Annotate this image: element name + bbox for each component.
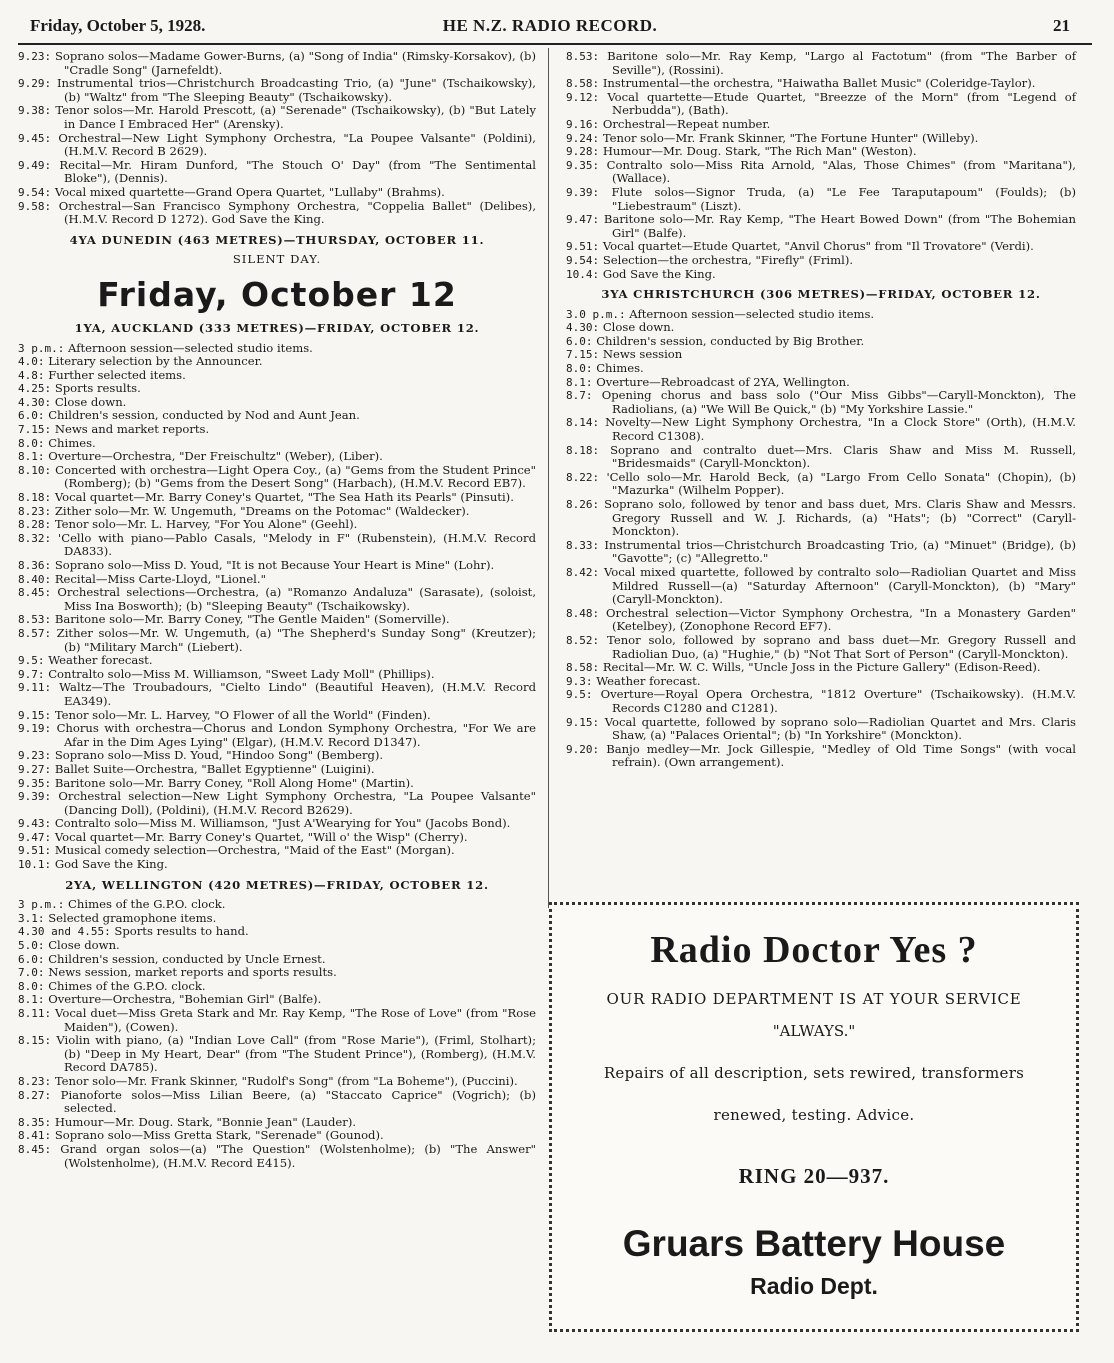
program-entry: [566, 661, 1076, 675]
program-entry: [566, 254, 1076, 268]
program-time: 8.1:: [18, 450, 45, 464]
program-entry: [18, 518, 536, 532]
program-time: 8.40:: [18, 572, 52, 586]
program-description: Tenor solo—Mr. Frank Skinner, "Rudolf's Song" (from "La Boheme"), (Puccini).: [54, 1073, 518, 1088]
program-entry: [18, 912, 536, 926]
program-description: Novelty—New Light Symphony Orchestra, "In a Clock Store" (Orth), (H.M.V. Record C1308).: [605, 415, 1076, 444]
program-description: Children's session, conducted by Nod and Aunt Jean.: [48, 408, 360, 423]
program-entry: [18, 654, 536, 668]
program-description: Pianoforte solos—Miss Lilian Beere, (a) "Staccato Caprice" (Vogrich); (b) selected.: [60, 1087, 537, 1116]
program-time: 10.4:: [566, 267, 600, 281]
program-entry: [18, 1007, 536, 1034]
program-entry: [566, 444, 1076, 471]
program-entry: [18, 627, 536, 654]
program-description: Chimes of the G.P.O. clock.: [68, 897, 226, 912]
program-description: Orchestral selection—Victor Symphony Orchestra, "In a Monastery Garden" (Ketelbey), (Zonophone Record EF7).: [605, 605, 1077, 634]
program-description: Close down.: [602, 320, 675, 335]
program-description: Vocal quartet—Mr. Barry Coney's Quartet, "Will o' the Wisp" (Cherry).: [54, 829, 468, 844]
program-description: Tenor solo—Mr. L. Harvey, "O Flower of all the World" (Finden).: [54, 707, 431, 722]
program-time: 8.32:: [18, 531, 52, 545]
program-time: 9.15:: [566, 715, 600, 729]
program-description: Opening chorus and bass solo ("Our Miss Gibbs"—Caryll-Monckton), The Radiolians, (a) "We Will Be Quick," (b) "My Yorkshire Lassie.": [601, 388, 1077, 416]
program-description: Ballet Suite—Orchestra, "Ballet Egyptienne" (Luigini).: [54, 761, 375, 776]
program-description: Sports results to hand.: [114, 924, 249, 939]
program-time: 8.42:: [566, 565, 600, 579]
program-entry: [18, 382, 536, 396]
program-time: 4.8:: [18, 368, 45, 382]
program-description: Literary selection by the Announcer.: [48, 354, 263, 369]
program-description: Orchestral selection—New Light Symphony Orchestra, "La Poupee Valsante" (Dancing Doll), (Poldini), (H.M.V. Record B2629).: [58, 789, 536, 817]
program-description: Orchestral—San Francisco Symphony Orchestra, "Coppelia Ballet" (Delibes), (H.M.V. Record D 1272). God Save the King.: [58, 198, 537, 227]
christchurch-program-list: [566, 308, 1076, 770]
ad-business-name: Gruars Battery House: [622, 1223, 1006, 1264]
program-time: 10.1:: [18, 858, 52, 872]
program-description: Sports results.: [54, 381, 141, 396]
program-entry: [566, 416, 1076, 443]
ad-department: Radio Dept.: [750, 1273, 878, 1299]
program-entry: [566, 268, 1076, 282]
wellington-heading: 2YA, WELLINGTON (420 METRES)—FRIDAY, OCTOBER 12.: [65, 877, 489, 892]
program-entry: [18, 1075, 536, 1089]
program-entry: [566, 159, 1076, 186]
program-entry: [18, 1089, 536, 1116]
header-page-number: 21: [1053, 16, 1070, 35]
program-time: 8.11:: [18, 1007, 52, 1020]
program-time: 9.35:: [18, 776, 52, 790]
program-entry: [566, 335, 1076, 349]
program-entry: [566, 50, 1076, 77]
program-entry: [18, 790, 536, 817]
silent-day: SILENT DAY.: [232, 252, 322, 267]
program-time: 8.1:: [18, 993, 45, 1007]
program-time: 9.7:: [18, 667, 45, 681]
program-time: 8.45:: [18, 586, 52, 600]
program-time: 9.47:: [566, 213, 600, 227]
program-entry: [566, 566, 1076, 607]
program-time: 9.27:: [18, 762, 52, 776]
program-time: 9.23:: [18, 749, 52, 763]
program-time: 8.7:: [566, 389, 593, 403]
program-time: 9.28:: [566, 145, 600, 159]
program-description: Recital—Miss Carte-Lloyd, "Lionel.": [54, 571, 266, 586]
program-time: 9.11:: [18, 681, 52, 695]
program-description: Children's session, conducted by Uncle Ernest.: [48, 951, 326, 966]
program-description: Chimes.: [48, 435, 96, 450]
program-time: 9.5:: [566, 688, 593, 702]
program-time: 8.0:: [18, 436, 45, 450]
program-entry: [18, 1034, 536, 1075]
program-description: Close down.: [48, 938, 120, 953]
program-entry: [18, 831, 536, 845]
program-entry: [566, 376, 1076, 390]
program-description: Soprano solos—Madame Gower-Burns, (a) "Song of India" (Rimsky-Korsakov), (b) "Cradle Song" (Jarnefeldt).: [54, 49, 537, 77]
program-description: Vocal quartette, followed by soprano solo—Radiolian Quartet and Mrs. Claris Shaw, (a) "Palaces Oriental"; (b) "In Yorkshire" (Monckton).: [604, 714, 1077, 743]
program-entry: [18, 186, 536, 200]
program-entry: [18, 817, 536, 831]
program-description: Humour—Mr. Doug. Stark, "The Rich Man" (Weston).: [602, 144, 917, 159]
program-time: 4.30 and 4.55:: [18, 925, 111, 939]
program-entry: [18, 953, 536, 967]
program-description: Contralto solo—Miss M. Williamson, "Sweet Lady Moll" (Phillips).: [48, 666, 435, 681]
program-time: 8.26:: [566, 498, 600, 511]
program-time: 8.45:: [18, 1142, 52, 1156]
program-entry: [18, 50, 536, 77]
program-time: 3 p.m.:: [18, 341, 65, 355]
dunedin-heading: 4YA DUNEDIN (463 METRES)—THURSDAY, OCTOBER 11.: [69, 232, 485, 247]
program-time: 8.28:: [18, 518, 52, 532]
program-entry: [18, 586, 536, 613]
program-description: Vocal mixed quartette, followed by contralto solo—Radiolian Quartet and Miss Mildred Russell—(a) "Saturday Afternoon" (Caryll-Monckton), (b) "Mary" (Caryll-Monckton).: [603, 564, 1076, 607]
program-time: 4.30:: [18, 395, 52, 409]
day-title: Friday, October 12: [97, 274, 457, 314]
christchurch-continued-list: [18, 50, 536, 227]
program-description: Further selected items.: [48, 367, 186, 382]
program-time: 4.25:: [18, 382, 52, 396]
program-time: 8.35:: [18, 1115, 52, 1129]
program-time: 8.0:: [18, 979, 45, 993]
program-time: 8.58:: [566, 661, 600, 675]
program-time: 7.15:: [566, 348, 600, 362]
program-time: 9.58:: [18, 199, 52, 213]
program-entry: [566, 132, 1076, 146]
ad-phone: RING 20—937.: [738, 1164, 890, 1188]
program-time: 9.49:: [18, 158, 52, 172]
program-time: 4.0:: [18, 355, 45, 369]
program-time: 8.23:: [18, 1074, 52, 1088]
program-description: Close down.: [54, 394, 127, 409]
program-time: 8.23:: [18, 504, 52, 518]
ad-title: Radio Doctor Yes ?: [650, 929, 978, 971]
program-entry: [18, 505, 536, 519]
program-time: 9.15:: [18, 708, 52, 722]
program-time: 8.18:: [566, 443, 600, 457]
header-date: Friday, October 5, 1928.: [30, 16, 206, 35]
christchurch-heading: 3YA CHRISTCHURCH (306 METRES)—FRIDAY, OCTOBER 12.: [601, 287, 1041, 302]
program-time: 9.5:: [18, 654, 45, 668]
program-description: Flute solos—Signor Truda, (a) "Le Fee Taraputapoum" (Foulds); (b) "Liebestraum" (Liszt).: [611, 184, 1076, 213]
program-description: News session: [602, 347, 683, 362]
program-time: 3 p.m.:: [18, 898, 65, 912]
program-entry: [18, 532, 536, 559]
program-description: Weather forecast.: [596, 673, 701, 688]
program-entry: [18, 437, 536, 451]
program-description: Vocal quartet—Mr. Barry Coney's Quartet, "The Sea Hath its Pearls" (Pinsuti).: [54, 490, 514, 505]
program-description: Selected gramophone items.: [48, 910, 217, 925]
program-description: Baritone solo—Mr. Barry Coney, "The Gentle Maiden" (Somerville).: [54, 612, 450, 627]
page-header: [30, 16, 1070, 38]
program-description: Humour—Mr. Doug. Stark, "Bonnie Jean" (Lauder).: [54, 1114, 357, 1129]
program-time: 6.0:: [566, 334, 593, 348]
program-description: Contralto solo—Miss M. Williamson, "Just A'Wearying for You" (Jacobs Bond).: [54, 816, 511, 831]
program-time: 7.15:: [18, 423, 52, 437]
program-description: Soprano solo—Miss D. Youd, "It is not Because Your Heart is Mine" (Lohr).: [54, 558, 495, 572]
program-entry: [18, 1143, 536, 1170]
program-time: 9.43:: [18, 817, 52, 831]
program-description: Baritone solo—Mr. Barry Coney, "Roll Along Home" (Martin).: [54, 775, 414, 790]
program-description: Overture—Orchestra, "Der Freischultz" (Weber), (Liber).: [48, 449, 383, 464]
program-description: God Save the King.: [54, 857, 168, 872]
program-time: 9.47:: [18, 830, 52, 844]
program-description: Chimes of the G.P.O. clock.: [48, 978, 206, 993]
program-entry: [18, 844, 536, 858]
program-time: 8.48:: [566, 606, 600, 620]
program-time: 9.38:: [18, 104, 52, 118]
program-time: 9.20:: [566, 742, 600, 756]
program-time: 9.51:: [566, 240, 600, 254]
program-description: Tenor solos—Mr. Harold Prescott, (a) "Serenade" (Tschaikowsky), (b) "But Lately in Dance I Embraced Her" (Arensky).: [55, 103, 536, 131]
program-entry: [18, 722, 536, 749]
program-entry: [566, 240, 1076, 254]
program-description: Contralto solo—Miss Rita Arnold, "Alas, Those Chimes" (from "Maritana"), (Wallace).: [606, 157, 1076, 186]
column-divider: [548, 48, 549, 908]
program-time: 5.0:: [18, 939, 45, 953]
program-entry: [18, 132, 536, 159]
program-entry: [18, 681, 536, 708]
program-entry: [566, 688, 1076, 715]
program-description: Musical comedy selection—Orchestra, "Maid of the East" (Morgan).: [54, 843, 455, 858]
program-time: 8.22:: [566, 470, 600, 484]
program-entry: [18, 777, 536, 791]
program-description: Baritone solo—Mr. Ray Kemp, "The Heart Bowed Down" (from "The Bohemian Girl" (Balfe).: [603, 212, 1077, 240]
ad-service-line: OUR RADIO DEPARTMENT IS AT YOUR SERVICE: [606, 990, 1022, 1008]
program-description: Grand organ solos—(a) "The Question" (Wolstenholme); (b) "The Answer" (Wolstenholme), (H.M.V. Record E415).: [60, 1141, 536, 1170]
program-time: 8.33:: [566, 538, 600, 552]
program-description: Vocal mixed quartette—Grand Opera Quartet, "Lullaby" (Brahms).: [54, 184, 445, 199]
program-time: 8.27:: [18, 1088, 52, 1102]
program-time: 6.0:: [18, 952, 45, 966]
program-time: 3.1:: [18, 911, 45, 925]
program-entry: [18, 104, 536, 131]
program-time: 7.0:: [18, 966, 45, 980]
program-entry: [566, 498, 1076, 539]
program-description: Afternoon session—selected studio items.: [68, 340, 313, 355]
program-time: 9.3:: [566, 674, 593, 688]
program-description: Baritone solo—Mr. Ray Kemp, "Largo al Factotum" (from "The Barber of Seville"), (Rossini).: [607, 49, 1076, 77]
program-entry: [18, 749, 536, 763]
program-time: 9.23:: [18, 50, 52, 63]
program-description: 'Cello solo—Mr. Harold Beck, (a) "Largo From Cello Sonata" (Chopin), (b) "Mazurka" (Wilhelm Popper).: [606, 469, 1076, 498]
program-description: Overture—Orchestra, "Bohemian Girl" (Balfe).: [48, 992, 322, 1007]
program-description: Soprano solo—Miss D. Youd, "Hindoo Song" (Bemberg).: [54, 748, 384, 763]
program-time: 8.53:: [566, 50, 600, 63]
program-entry: [18, 491, 536, 505]
program-description: Orchestral—New Light Symphony Orchestra, "La Poupee Valsante" (Poldini), (H.M.V. Record B 2629).: [58, 130, 536, 159]
program-description: Instrumental trios—Christchurch Broadcasting Trio, (a) "June" (Tschaikowsky), (b) "Waltz" from "The Sleeping Beauty" (Tschaikowsky).: [56, 76, 536, 104]
program-entry: [18, 464, 536, 491]
program-entry: [566, 539, 1076, 566]
program-time: 8.18:: [18, 491, 52, 505]
program-entry: [566, 321, 1076, 335]
program-time: 9.39:: [566, 185, 600, 199]
program-description: Vocal duet—Miss Greta Stark and Mr. Ray Kemp, "The Rose of Love" (from "Rose Maiden"), (Cowen).: [55, 1006, 537, 1034]
program-description: Zither solo—Mr. W. Ungemuth, "Dreams on the Potomac" (Waldecker).: [54, 503, 470, 518]
program-entry: [18, 613, 536, 627]
header-publication: HE N.Z. RADIO RECORD.: [442, 16, 658, 35]
program-description: Waltz—The Troubadours, "Cielto Lindo" (Beautiful Heaven), (H.M.V. Record EA349).: [59, 680, 536, 708]
program-entry: [18, 763, 536, 777]
program-description: 'Cello with piano—Pablo Casals, "Melody in F" (Rubenstein), (H.M.V. Record DA833).: [58, 530, 536, 559]
advertisement: [549, 902, 1079, 1332]
program-entry: [18, 369, 536, 383]
program-time: 9.39:: [18, 790, 52, 804]
program-entry: [566, 91, 1076, 118]
program-entry: [18, 450, 536, 464]
program-description: Vocal quartet—Etude Quartet, "Anvil Chorus" from "Il Trovatore" (Verdi).: [602, 239, 1034, 254]
program-description: Concerted with orchestra—Light Opera Coy., (a) "Gems from the Student Prince" (Romberg); (b) "Gems from the Desert Song" (Harbach), (H.M.V. Record EB7).: [55, 462, 537, 491]
program-description: Recital—Mr. Hiram Dunford, "The Stouch O' Day" (from "The Sentimental Bloke"), (Dennis).: [59, 157, 537, 186]
program-time: 9.54:: [18, 185, 52, 199]
program-entry: [566, 389, 1076, 416]
program-entry: [566, 77, 1076, 91]
program-description: Selection—the orchestra, "Firefly" (Friml).: [602, 252, 854, 267]
program-entry: [18, 980, 536, 994]
program-time: 9.35:: [566, 158, 600, 172]
program-entry: [566, 145, 1076, 159]
program-time: 9.16:: [566, 117, 600, 131]
program-time: 9.29:: [18, 77, 52, 91]
program-entry: [18, 396, 536, 410]
program-entry: [18, 559, 536, 573]
program-time: 9.54:: [566, 253, 600, 267]
program-description: Tenor solo—Mr. Frank Skinner, "The Fortune Hunter" (Willeby).: [602, 130, 979, 145]
auckland-heading: 1YA, AUCKLAND (333 METRES)—FRIDAY, OCTOBER 12.: [74, 320, 480, 335]
program-entry: [18, 1129, 536, 1143]
program-description: Overture—Royal Opera Orchestra, "1812 Overture" (Tschaikowsky). (H.M.V. Records C1280 and C1281).: [600, 687, 1076, 715]
program-time: 8.58:: [566, 77, 600, 91]
program-description: Soprano and contralto duet—Mrs. Claris Shaw and Miss M. Russell, "Bridesmaids" (Caryll-Monckton).: [610, 442, 1077, 471]
program-description: Orchestral selections—Orchestra, (a) "Romanzo Andaluza" (Sarasate), (soloist, Miss Ina Bosworth); (b) "Sleeping Beauty" (Tschaikowsky).: [57, 585, 537, 613]
program-time: 8.57:: [18, 626, 52, 640]
program-entry: [18, 159, 536, 186]
program-entry: [566, 118, 1076, 132]
program-time: 8.52:: [566, 633, 600, 647]
program-description: Weather forecast.: [48, 653, 153, 668]
program-time: 8.36:: [18, 559, 52, 572]
program-entry: [18, 993, 536, 1007]
program-description: News and market reports.: [54, 422, 210, 437]
program-time: 8.53:: [18, 613, 52, 627]
wellington-program-list: [18, 898, 536, 1170]
program-entry: [18, 573, 536, 587]
program-description: Soprano solo—Miss Gretta Stark, "Serenade" (Gounod).: [54, 1128, 384, 1143]
right-column: [566, 50, 1076, 770]
program-time: 9.45:: [18, 131, 52, 145]
program-entry: [566, 607, 1076, 634]
program-time: 8.15:: [18, 1034, 52, 1048]
program-time: 4.30:: [566, 321, 600, 335]
program-time: 8.41:: [18, 1129, 52, 1143]
program-time: 3.0 p.m.:: [566, 307, 626, 321]
program-entry: [18, 409, 536, 423]
program-entry: [566, 213, 1076, 240]
program-time: 8.1:: [566, 375, 593, 389]
program-entry: [566, 308, 1076, 322]
program-description: Instrumental—the orchestra, "Haiwatha Ballet Music" (Coleridge-Taylor).: [602, 76, 1036, 91]
program-description: Orchestral—Repeat number.: [602, 116, 771, 131]
program-description: Chorus with orchestra—Chorus and London Symphony Orchestra, "For We are Afar in the Dim Ages Lying" (Elgar), (H.M.V. Record D1347).: [56, 721, 536, 749]
program-description: News session, market reports and sports results.: [48, 965, 337, 980]
program-time: 9.24:: [566, 131, 600, 145]
auckland-program-list: [18, 342, 536, 872]
program-entry: [18, 966, 536, 980]
program-entry: [18, 77, 536, 104]
program-description: Banjo medley—Mr. Jock Gillespie, "Medley of Old Time Songs" (with vocal refrain). (Own arrangement).: [606, 741, 1077, 770]
program-description: Tenor solo—Mr. L. Harvey, "For You Alone" (Geehl).: [54, 517, 358, 532]
program-entry: [566, 348, 1076, 362]
program-entry: [566, 186, 1076, 213]
program-time: 9.12:: [566, 90, 600, 104]
wellington-continued-list: [566, 50, 1076, 281]
program-description: Violin with piano, (a) "Indian Love Call" (from "Rose Marie"), (Friml, Stolhart); (b) "Deep in My Heart, Dear" (from "The Student Prince"), (Romberg), (H.M.V. Record DA785).: [56, 1033, 536, 1075]
program-entry: [18, 858, 536, 872]
program-description: Recital—Mr. W. C. Wills, "Uncle Joss in the Picture Gallery" (Edison-Reed).: [602, 660, 1041, 675]
program-entry: [566, 675, 1076, 689]
program-time: 8.10:: [18, 463, 52, 477]
program-time: 9.51:: [18, 844, 52, 858]
program-description: Chimes.: [596, 361, 644, 376]
program-description: Afternoon session—selected studio items.: [629, 306, 875, 321]
ad-always: "ALWAYS.": [772, 1022, 856, 1040]
program-entry: [18, 355, 536, 369]
program-time: 9.19:: [18, 722, 52, 736]
program-entry: [18, 925, 536, 939]
program-entry: [18, 200, 536, 227]
program-entry: [566, 716, 1076, 743]
left-column: [18, 50, 536, 1170]
program-entry: [566, 471, 1076, 498]
program-entry: [18, 342, 536, 356]
program-time: 8.14:: [566, 416, 600, 430]
program-description: Instrumental trios—Christchurch Broadcasting Trio, (a) "Minuet" (Bridge), (b) "Gavotte"; (c) "Allegretto.": [604, 537, 1076, 566]
program-entry: [18, 939, 536, 953]
program-entry: [18, 898, 536, 912]
program-entry: [566, 362, 1076, 376]
program-time: 8.0:: [566, 362, 593, 376]
program-description: Zither solos—Mr. W. Ungemuth, (a) "The Shepherd's Sunday Song" (Kreutzer); (b) "Military March" (Liebert).: [56, 625, 537, 654]
program-entry: [18, 709, 536, 723]
program-description: Vocal quartette—Etude Quartet, "Breezze of the Morn" (from "Legend of Nerbudda"), (Bath).: [607, 89, 1077, 118]
program-entry: [566, 743, 1076, 770]
ad-repairs: Repairs of all description, sets rewired, transformers renewed, testing. Advice.: [603, 1064, 1025, 1124]
program-description: Children's session, conducted by Big Brother.: [596, 333, 865, 348]
program-description: God Save the King.: [602, 266, 716, 281]
program-entry: [18, 1116, 536, 1130]
program-description: Tenor solo, followed by soprano and bass duet—Mr. Gregory Russell and Radiolian Duo, (a) "Hughie," (b) "Not That Sort of Person" (Caryll-Monckton).: [607, 632, 1076, 661]
program-entry: [18, 423, 536, 437]
header-rule: [18, 43, 1092, 45]
program-description: Soprano solo, followed by tenor and bass duet, Mrs. Claris Shaw and Messrs. Gregory Russell and W. J. Richards, (a) "Hats"; (b) "Correct" (Caryll-Monckton).: [604, 497, 1076, 539]
program-entry: [18, 668, 536, 682]
program-time: 6.0:: [18, 409, 45, 423]
program-description: Overture—Rebroadcast of 2YA, Wellington.: [596, 374, 850, 389]
program-entry: [566, 634, 1076, 661]
